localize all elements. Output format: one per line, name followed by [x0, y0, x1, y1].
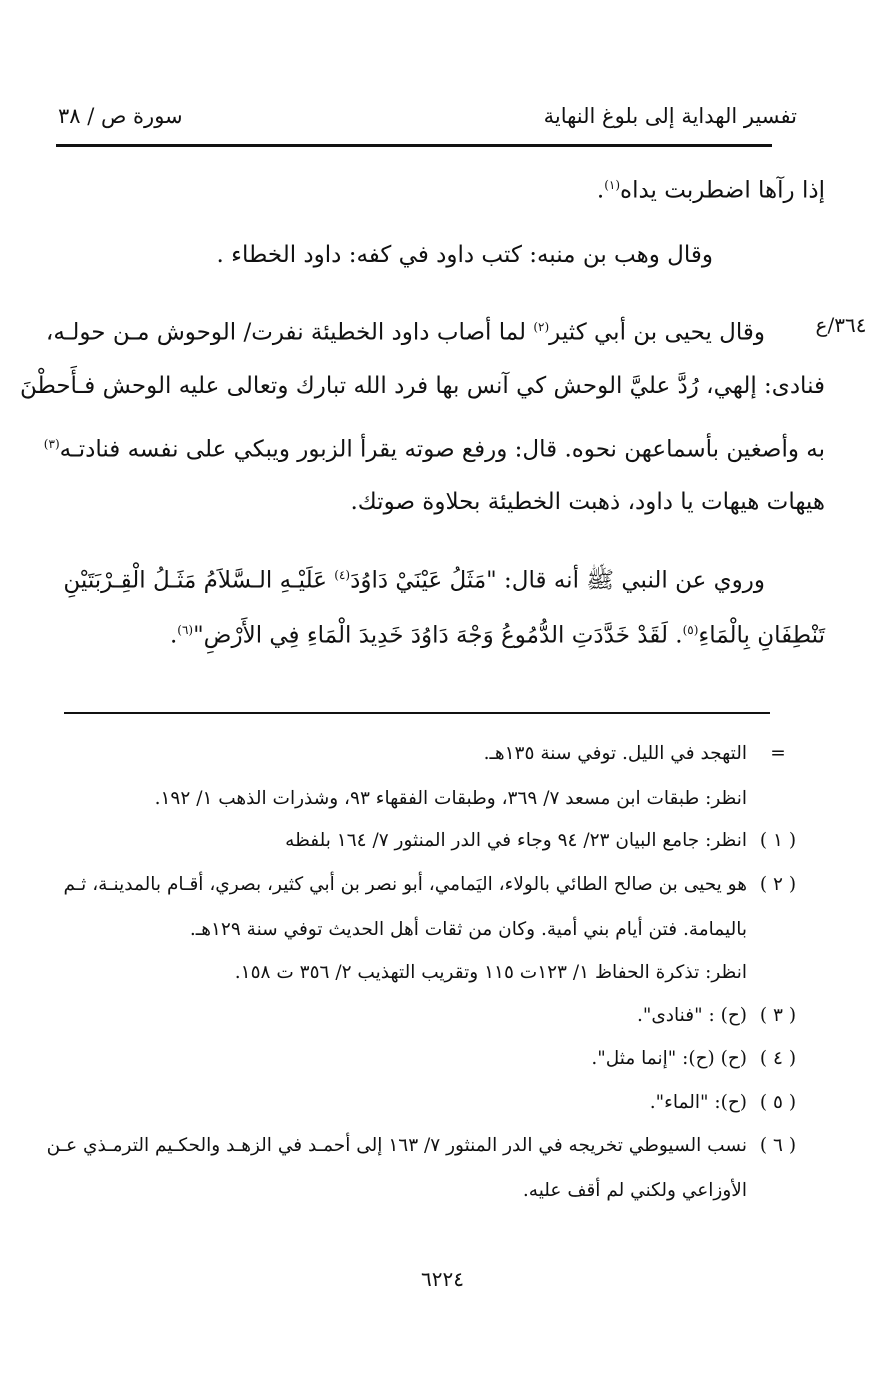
- body-text: .: [169, 622, 178, 649]
- header-divider: [56, 144, 772, 147]
- footnote-3-text: (ح) : "فنادى".: [636, 1005, 747, 1026]
- footnote-2-line-3: انظر: تذكرة الحفاظ ١/ ١٢٣ت ١١٥ وتقريب التهذيب ٢/ ٣٥٦ ت ١٥٨.: [234, 962, 747, 983]
- footnote-ref: (٥): [682, 623, 699, 637]
- footnote-ref: (١): [604, 178, 621, 192]
- footnote-6-line-1: نسب السيوطي تخريجه في الدر المنثور ٧/ ١٦٣ إلى أحمـد في الزهـد والحكـيم الترمـذي عـن: [46, 1135, 747, 1156]
- footnote-6-line-2: الأوزاعي ولكني لم أقف عليه.: [522, 1180, 747, 1201]
- body-text: هيهات هيهات يا داود، ذهبت الخطيئة بحلاوة صوتك.: [350, 489, 825, 515]
- body-paragraph-4-line-1: [63, 560, 765, 596]
- footnote-3-marker: ( ٣ ): [759, 1005, 797, 1026]
- footnote-continuation-marker: =: [770, 743, 786, 764]
- footnote-5-marker: ( ٥ ): [759, 1092, 797, 1113]
- body-paragraph-3-line-1: [45, 312, 765, 348]
- footnote-ref: (٣): [43, 437, 60, 451]
- body-text: وقال وهب بن منبه: كتب داود في كفه: داود الخطاء .: [216, 242, 713, 268]
- body-text: تَنْطِفَانِ بِالْمَاءِ: [698, 622, 825, 649]
- footnote-5-text: (ح): "الماء".: [649, 1092, 747, 1113]
- footnote-ref: (٦): [177, 623, 194, 637]
- footnote-6-marker: ( ٦ ): [759, 1135, 797, 1156]
- page-number: ٦٢٢٤: [421, 1267, 464, 1291]
- body-text: . لَقَدْ خَدَّدَتِ الدُّمُوعُ وَجْهَ دَاوُدَ خَدِيدَ الْمَاءِ فِي الأَرْضِ": [193, 622, 683, 649]
- body-text: لما أصاب داود الخطيئة نفرت/ الوحوش مـن حولـه،: [45, 319, 534, 346]
- footnote-continuation-line-2: انظر: طبقات ابن مسعد ٧/ ٣٦٩، وطبقات الفقهاء ٩٣، وشذرات الذهب ١/ ١٩٢.: [154, 788, 747, 809]
- footnote-ref: (٤): [334, 568, 351, 582]
- footnote-continuation-line-1: التهجد في الليل. توفي سنة ١٣٥هـ.: [483, 743, 747, 764]
- footnote-1-text: انظر: جامع البيان ٢٣/ ٩٤ وجاء في الدر المنثور ٧/ ١٦٤ بلفظه: [285, 830, 747, 851]
- body-text: .: [596, 177, 605, 204]
- body-text: فنادى: إلهي، رُدَّ عليَّ الوحش كي آنس بها فرد الله تبارك وتعالى عليه الوحش فـأَحطْنَ: [19, 373, 825, 399]
- body-text: إذا رآها اضطربت يداه: [620, 177, 825, 204]
- body-paragraph-2: [3, 240, 713, 270]
- body-text: عَلَيْـهِ الـسَّلاَمُ مَثَـلُ الْقِـرْبَتَيْنِ: [63, 567, 335, 594]
- body-paragraph-4-line-2: [115, 615, 825, 651]
- book-title: تفسير الهداية إلى بلوغ النهاية: [543, 104, 797, 128]
- margin-manuscript-note: ٣٦٤/ع: [815, 313, 867, 337]
- footnote-ref: (٢): [533, 320, 550, 334]
- body-paragraph-1: [115, 170, 825, 206]
- footnote-2-line-1: هو يحيى بن صالح الطائي بالولاء، اليَمامي، أبو نصر بن أبي كثير، بصري، أقـام بالمدينـة، ثـم: [63, 874, 747, 895]
- footnote-divider: [64, 712, 770, 714]
- footnote-4-marker: ( ٤ ): [759, 1048, 797, 1069]
- body-paragraph-3-line-4: [115, 487, 825, 517]
- footnote-2-marker: ( ٢ ): [759, 874, 797, 895]
- footnote-1-marker: ( ١ ): [759, 830, 797, 851]
- footnote-4-text: (ح) (ح): "إنما مثل".: [591, 1048, 747, 1069]
- surah-label: سورة ص / ٣٨: [58, 104, 183, 128]
- body-text: به وأصغين بأسماعهن نحوه. قال: ورفع صوته يقرأ الزبور ويبكي على نفسه فنادتـه: [59, 436, 825, 463]
- body-text: وروي عن النبي ﷺ أنه قال: "مَثَلُ عَيْنَيْ دَاوُدَ: [350, 567, 765, 594]
- body-paragraph-3-line-2: [19, 371, 825, 401]
- body-text: وقال يحيى بن أبي كثير: [549, 319, 765, 346]
- body-paragraph-3-line-3: [43, 429, 825, 465]
- footnote-2-line-2: باليمامة. فتن أيام بني أمية. وكان من ثقات أهل الحديث توفي سنة ١٢٩هـ.: [189, 919, 747, 940]
